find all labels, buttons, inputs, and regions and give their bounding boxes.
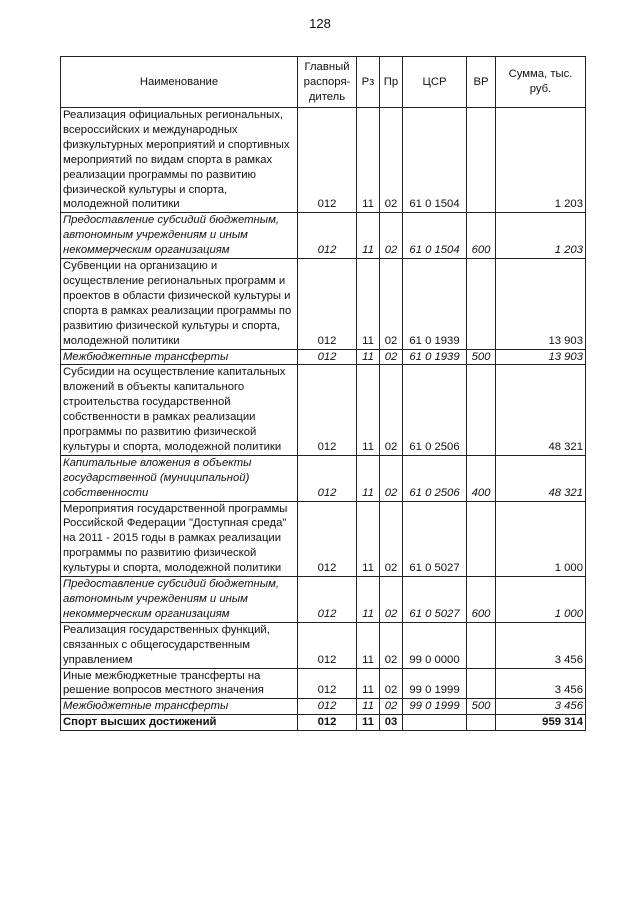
cell-pr: 02 [380,699,403,715]
page-number: 128 [309,16,331,31]
cell-name: Реализация государственных функций, связанных с общегосударственным управлением [61,622,298,668]
cell-name: Субвенции на организацию и осуществление региональных программ и проектов в области физической культуры и спорта в рамках реализации программы по развитию физической культуры и спорта, молодежной политики [61,259,298,349]
cell-pr: 02 [380,349,403,365]
cell-sum: 1 000 [496,577,586,623]
header-admin: Главный распоря-дитель [298,57,357,108]
cell-rz: 11 [357,622,380,668]
cell-csr: 61 0 5027 [403,577,467,623]
cell-vr [467,108,496,213]
cell-pr: 02 [380,259,403,349]
table-row [61,108,586,213]
cell-csr: 61 0 1504 [403,213,467,259]
cell-name: Предоставление субсидий бюджетным, автономным учреждениям и иным некоммерческим организациям [61,577,298,623]
cell-vr [467,622,496,668]
header-vr: ВР [467,57,496,108]
cell-rz: 11 [357,259,380,349]
table-row [61,577,586,623]
cell-name: Межбюджетные трансферты [61,349,298,365]
table-row [61,699,586,715]
cell-vr [467,715,496,731]
cell-admin: 012 [298,715,357,731]
cell-admin: 012 [298,259,357,349]
cell-admin: 012 [298,668,357,699]
cell-admin: 012 [298,699,357,715]
cell-pr: 02 [380,577,403,623]
cell-rz: 11 [357,577,380,623]
cell-rz: 11 [357,501,380,577]
cell-vr: 600 [467,577,496,623]
cell-vr [467,668,496,699]
cell-name: Реализация официальных региональных, всероссийских и международных физкультурных мероприятий и спортивных мероприятий по видам спорта в рамках реализации программы по развитию физической культуры и спорта, молодежной политики [61,108,298,213]
cell-name: Спорт высших достижений [61,715,298,731]
cell-sum: 959 314 [496,715,586,731]
cell-rz: 11 [357,455,380,501]
table-row [61,715,586,731]
cell-rz: 11 [357,213,380,259]
cell-csr: 61 0 2506 [403,365,467,455]
cell-pr: 02 [380,622,403,668]
cell-pr: 02 [380,455,403,501]
cell-rz: 11 [357,668,380,699]
cell-csr: 99 0 1999 [403,699,467,715]
cell-vr: 400 [467,455,496,501]
cell-sum: 3 456 [496,622,586,668]
header-rz: Рз [357,57,380,108]
cell-admin: 012 [298,455,357,501]
cell-csr: 99 0 0000 [403,622,467,668]
cell-vr [467,259,496,349]
cell-sum: 48 321 [496,455,586,501]
cell-csr: 61 0 1939 [403,349,467,365]
cell-pr: 02 [380,108,403,213]
cell-rz: 11 [357,365,380,455]
table-row [61,501,586,577]
cell-csr: 61 0 2506 [403,455,467,501]
table-row [61,365,586,455]
cell-csr: 61 0 1504 [403,108,467,213]
cell-csr: 99 0 1999 [403,668,467,699]
cell-admin: 012 [298,501,357,577]
cell-name: Межбюджетные трансферты [61,699,298,715]
cell-sum: 1 000 [496,501,586,577]
cell-pr: 02 [380,501,403,577]
cell-admin: 012 [298,349,357,365]
table-header-row [61,57,586,108]
cell-rz: 11 [357,715,380,731]
cell-sum: 1 203 [496,108,586,213]
cell-pr: 03 [380,715,403,731]
header-sum: Сумма, тыс. руб. [496,57,586,108]
cell-sum: 1 203 [496,213,586,259]
cell-sum: 48 321 [496,365,586,455]
header-name: Наименование [61,57,298,108]
table-row [61,349,586,365]
cell-admin: 012 [298,577,357,623]
cell-vr [467,501,496,577]
table-row [61,455,586,501]
cell-csr: 61 0 5027 [403,501,467,577]
cell-pr: 02 [380,365,403,455]
cell-rz: 11 [357,349,380,365]
cell-admin: 012 [298,365,357,455]
cell-rz: 11 [357,699,380,715]
cell-admin: 012 [298,108,357,213]
table-row [61,668,586,699]
cell-name: Мероприятия государственной программы Российской Федерации "Доступная среда" на 2011 - 2015 годы в рамках реализации программы по развитию физической культуры и спорта, молодежной политики [61,501,298,577]
cell-name: Капитальные вложения в объекты государственной (муниципальной) собственности [61,455,298,501]
cell-csr [403,715,467,731]
cell-admin: 012 [298,213,357,259]
cell-vr: 500 [467,699,496,715]
header-csr: ЦСР [403,57,467,108]
cell-sum: 3 456 [496,699,586,715]
cell-csr: 61 0 1939 [403,259,467,349]
cell-sum: 13 903 [496,259,586,349]
cell-admin: 012 [298,622,357,668]
table-body [61,108,586,731]
cell-name: Иные межбюджетные трансферты на решение вопросов местного значения [61,668,298,699]
budget-table [60,56,586,731]
cell-vr [467,365,496,455]
cell-vr: 500 [467,349,496,365]
header-pr: Пр [380,57,403,108]
cell-vr: 600 [467,213,496,259]
cell-pr: 02 [380,213,403,259]
table-row [61,622,586,668]
table-row [61,213,586,259]
cell-sum: 3 456 [496,668,586,699]
cell-sum: 13 903 [496,349,586,365]
cell-pr: 02 [380,668,403,699]
cell-name: Субсидии на осуществление капитальных вложений в объекты капитального строительства государственной собственности в рамках реализации программы по развитию физической культуры и спорта, молодежной политики [61,365,298,455]
cell-name: Предоставление субсидий бюджетным, автономным учреждениям и иным некоммерческим организациям [61,213,298,259]
table-row [61,259,586,349]
cell-rz: 11 [357,108,380,213]
